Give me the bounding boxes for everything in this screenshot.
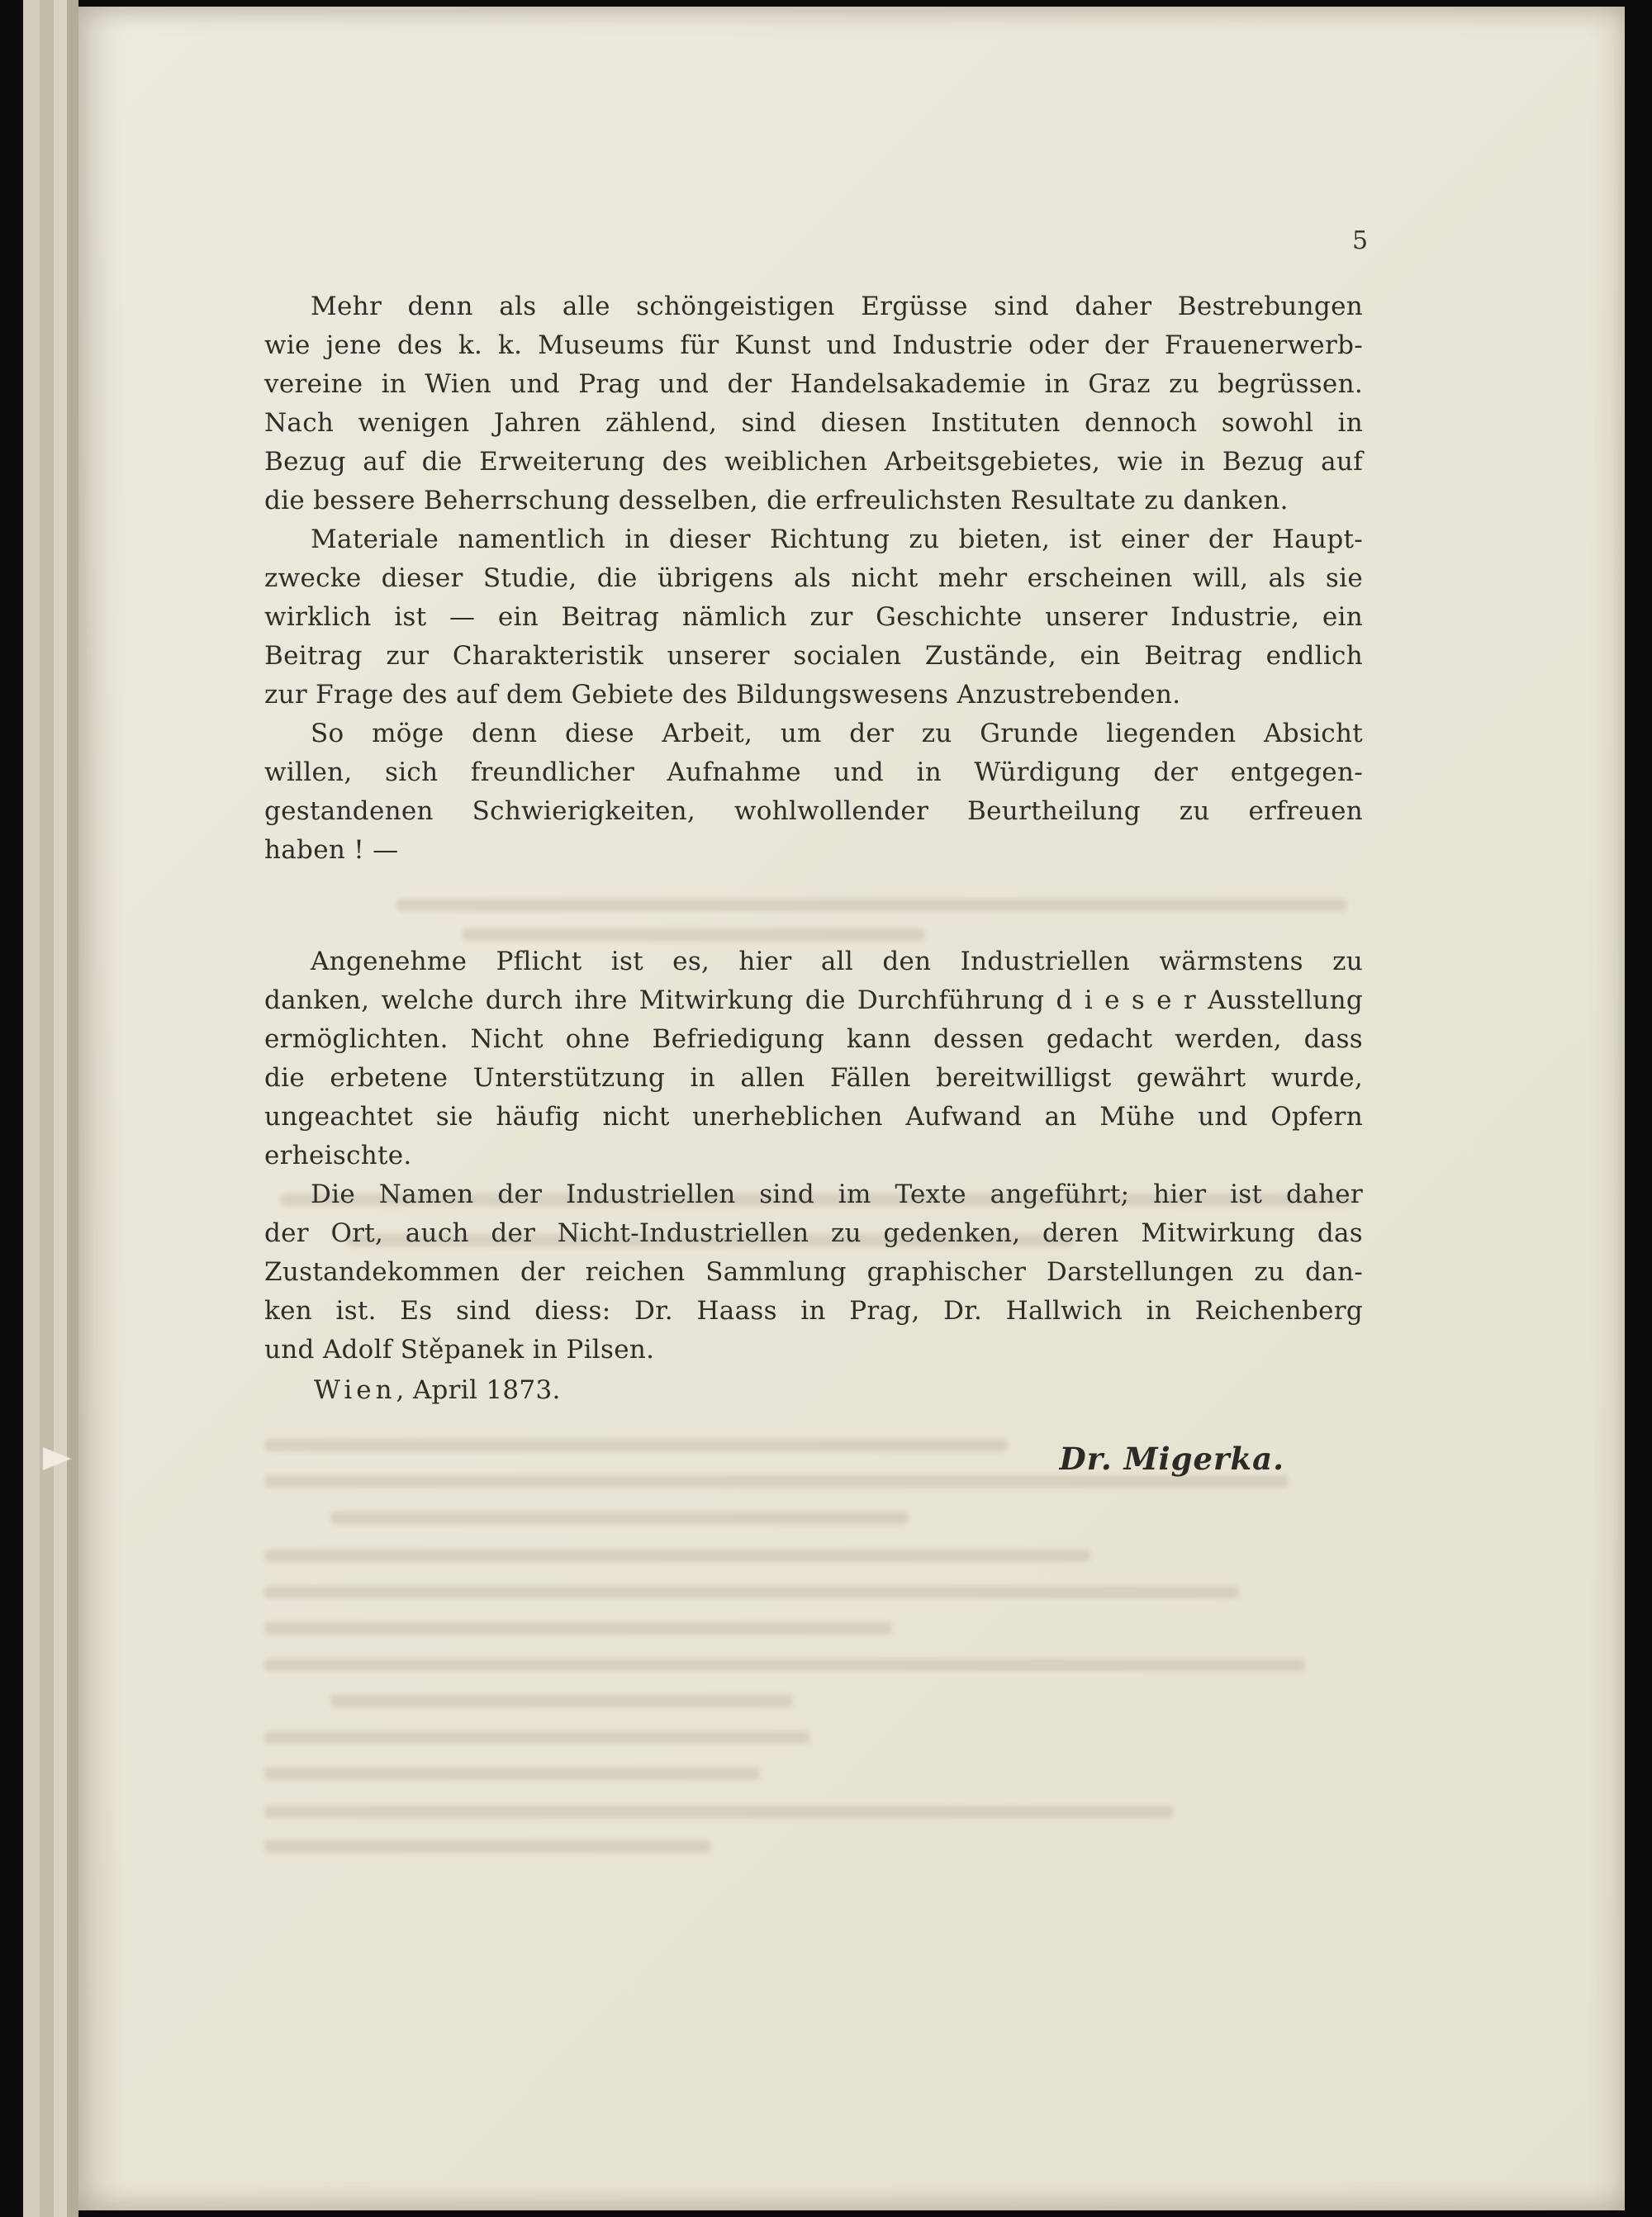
page-stack-edge: [23, 0, 40, 2217]
text-line: zwecke dieser Studie, die übrigens als nicht mehr erscheinen will, als sie: [264, 563, 1363, 593]
page-edge-notch: [43, 1447, 71, 1470]
show-through-text: [264, 1659, 1305, 1671]
text-line: und Adolf Stěpanek in Pilsen.: [264, 1335, 655, 1365]
paragraph-5: [264, 1175, 1363, 1370]
text-line: Mehr denn als alle schöngeistigen Ergüsse sind daher Bestrebungen: [311, 292, 1363, 321]
show-through-text: [264, 1550, 1090, 1562]
text-line: gestandenen Schwierigkeiten, wohlwollender Beurtheilung zu erfreuen: [264, 796, 1363, 826]
text-line: wirklich ist — ein Beitrag nämlich zur Geschichte unserer Industrie, ein: [264, 602, 1363, 632]
text-line: Zustandekommen der reichen Sammlung graphischer Darstellungen zu dan-: [264, 1257, 1363, 1287]
text-line: ken ist. Es sind diess: Dr. Haass in Prag, Dr. Hallwich in Reichenberg: [264, 1296, 1363, 1326]
show-through-text: [264, 1622, 892, 1635]
text-line: der Ort, auch der Nicht-Industriellen zu gedenken, deren Mitwirkung das: [264, 1218, 1363, 1248]
text-line: ungeachtet sie häufig nicht unerheblichen Aufwand an Mühe und Opfern: [264, 1102, 1363, 1132]
page-stack-edge: [40, 0, 54, 2217]
text-line: ermöglichten. Nicht ohne Befriedigung kann dessen gedacht werden, dass: [264, 1024, 1363, 1054]
text-line: die bessere Beherrschung desselben, die erfreulichsten Resultate zu danken.: [264, 486, 1289, 515]
text-line: Materiale namentlich in dieser Richtung zu bieten, ist einer der Haupt-: [311, 525, 1363, 554]
page-stack-edge: [67, 0, 78, 2217]
page-stack-edge: [54, 0, 67, 2217]
paragraph-2: [264, 520, 1363, 714]
paragraph-1: [264, 287, 1363, 520]
dateline: [264, 1371, 1363, 1410]
text-line: willen, sich freundlicher Aufnahme und in Würdigung der entgegen-: [264, 757, 1363, 787]
show-through-text: [264, 1586, 1239, 1598]
dateline-rest: , April 1873.: [396, 1375, 561, 1405]
show-through-text: [330, 1695, 793, 1707]
text-line: die erbetene Unterstützung in allen Fällen bereitwilligst gewährt wurde,: [264, 1063, 1363, 1093]
dateline-city: Wien: [314, 1375, 396, 1405]
show-through-text: [330, 1512, 909, 1524]
page-number: 5: [1352, 226, 1369, 255]
show-through-text: [264, 1840, 710, 1853]
text-line: Beitrag zur Charakteristik unserer socialen Zustände, ein Beitrag endlich: [264, 641, 1363, 671]
text-line: Die Namen der Industriellen sind im Texte angeführt; hier ist daher: [311, 1180, 1363, 1209]
text-line: Bezug auf die Erweiterung des weiblichen Arbeitsgebietes, wie in Bezug auf: [264, 447, 1363, 477]
text-line: danken, welche durch ihre Mitwirkung die Durchführung d i e s e r Ausstellung: [264, 985, 1363, 1015]
paragraph-4: [264, 942, 1363, 1175]
show-through-text: [264, 1806, 1173, 1818]
show-through-text: [264, 1768, 760, 1780]
paragraph-3: [264, 714, 1363, 870]
text-line: haben ! —: [264, 835, 399, 865]
author-signature: Dr. Migerka.: [1059, 1441, 1284, 1477]
text-line: wie jene des k. k. Museums für Kunst und Industrie oder der Frauenerwerb-: [264, 330, 1363, 360]
text-line: vereine in Wien und Prag und der Handelsakademie in Graz zu begrüssen.: [264, 369, 1363, 399]
text-line: Angenehme Pflicht ist es, hier all den Industriellen wärmstens zu: [311, 947, 1363, 976]
text-line: So möge denn diese Arbeit, um der zu Grunde liegenden Absicht: [311, 719, 1363, 748]
text-line: Nach wenigen Jahren zählend, sind diesen Instituten dennoch sowohl in: [264, 408, 1363, 438]
text-block: [264, 287, 1363, 1479]
show-through-text: [264, 1731, 809, 1744]
text-line: zur Frage des auf dem Gebiete des Bildungswesens Anzustrebenden.: [264, 680, 1181, 710]
text-line: erheischte.: [264, 1141, 412, 1170]
book-page: [78, 7, 1625, 2210]
